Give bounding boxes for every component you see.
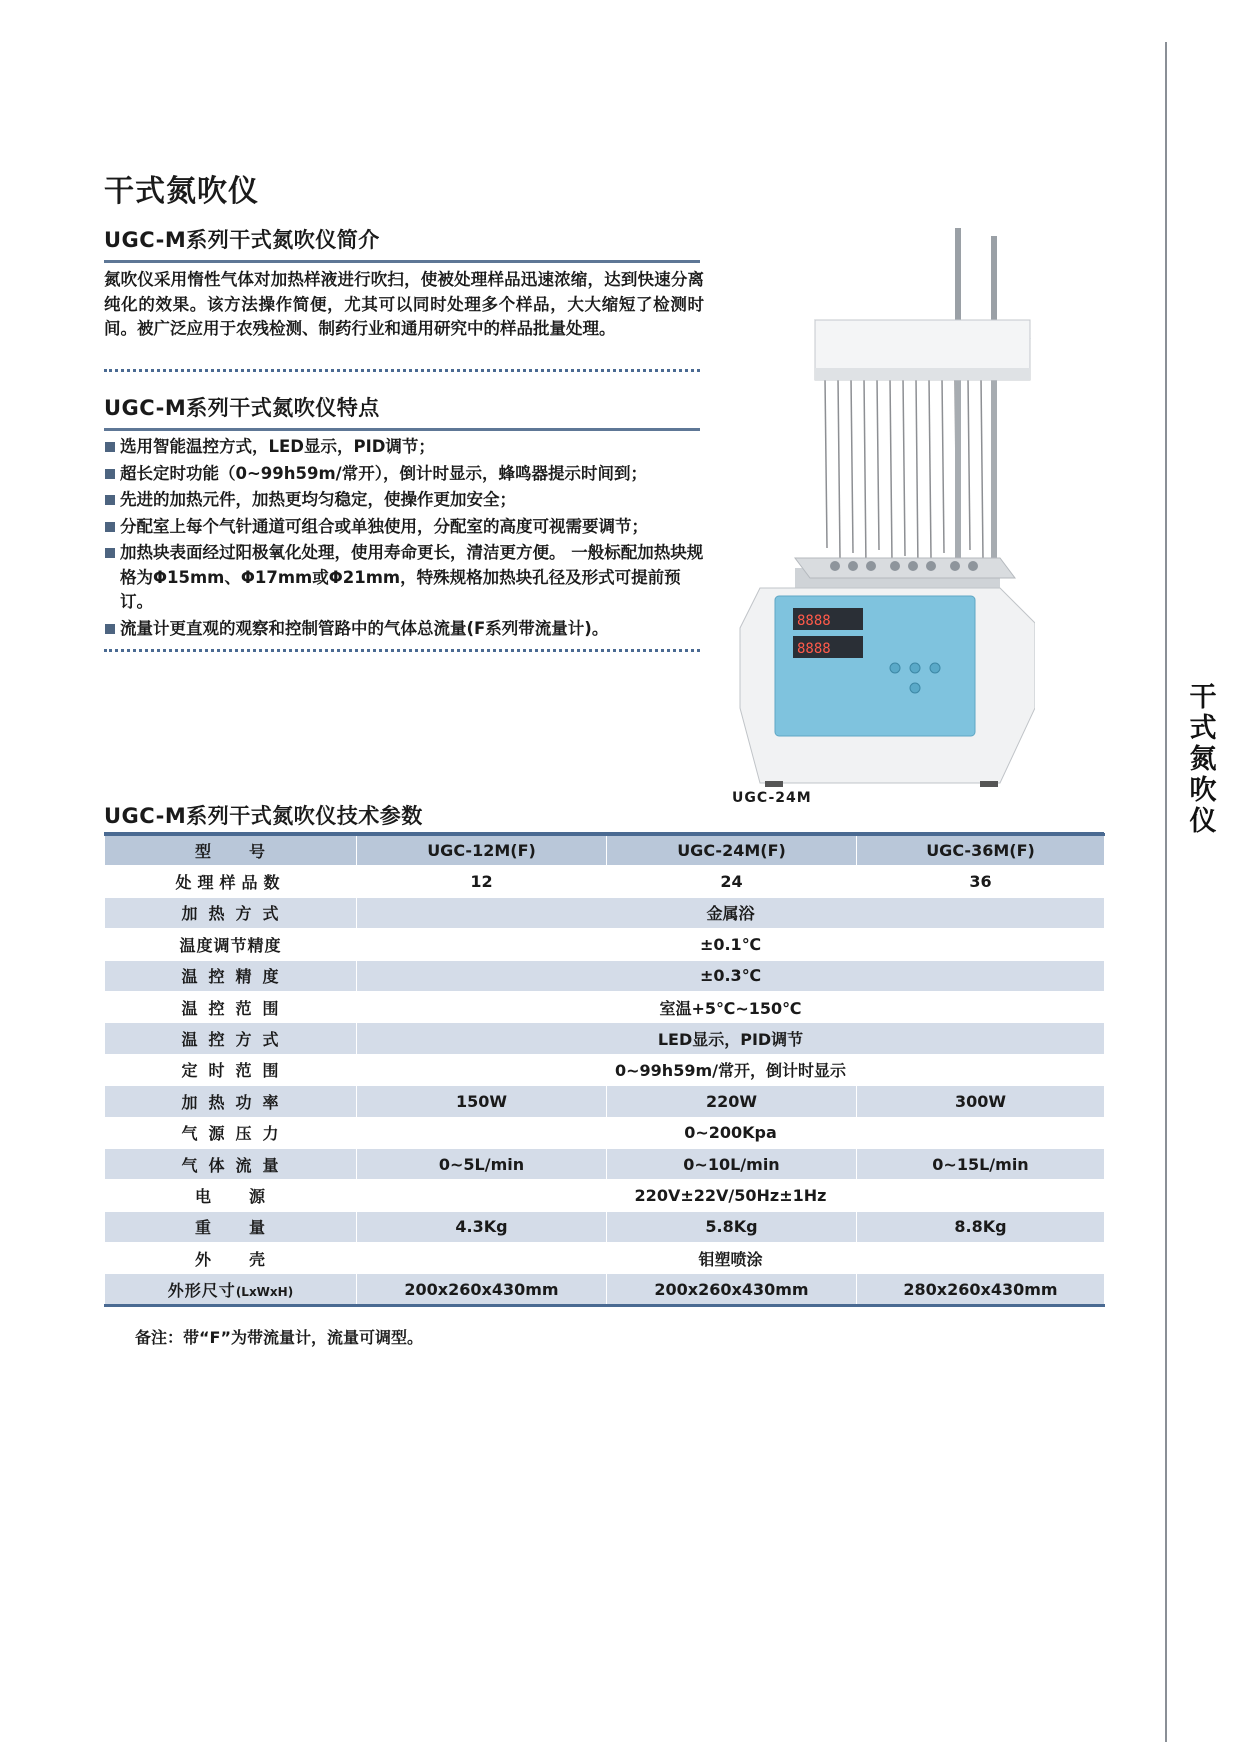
table-cell: 4.3Kg (357, 1211, 607, 1242)
side-tab-char: 干 (1189, 682, 1217, 713)
features-heading: UGC-M系列干式氮吹仪特点 (104, 396, 380, 420)
table-row (105, 991, 1105, 1022)
header-cell: UGC-12M(F) (357, 835, 607, 866)
table-header-row (105, 835, 1105, 866)
row-label: 温度调节精度 (105, 929, 357, 960)
spec-table (104, 833, 1105, 1307)
table-cell: 8.8Kg (857, 1211, 1105, 1242)
row-label: 温控精度 (105, 960, 357, 991)
row-label: 处理样品数 (105, 866, 357, 897)
table-row (105, 929, 1105, 960)
feature-item: 流量计更直观的观察和控制管路中的气体总流量(F系列带流量计)。 (104, 617, 704, 642)
product-image (735, 228, 1035, 803)
feature-item: 超长定时功能（0~99h59m/常开），倒计时显示，蜂鸣器提示时间到； (104, 462, 704, 487)
row-label: 定时范围 (105, 1054, 357, 1085)
row-label (105, 1274, 357, 1305)
row-label: 重 量 (105, 1211, 357, 1242)
side-tab-char: 仪 (1189, 806, 1217, 837)
product-model-label: UGC-24M (732, 790, 812, 806)
support-rod (955, 228, 961, 328)
table-row (105, 1086, 1105, 1117)
row-label: 加热方式 (105, 897, 357, 928)
features-list (104, 435, 704, 643)
row-label-text: 外形尺寸 (167, 1280, 236, 1300)
side-tab-char: 吹 (1189, 775, 1217, 806)
table-cell: 150W (357, 1086, 607, 1117)
table-row (105, 897, 1105, 928)
table-cell: 0~99h59m/常开，倒计时显示 (357, 1054, 1105, 1085)
table-cell: 36 (857, 866, 1105, 897)
table-row (105, 1148, 1105, 1179)
table-cell: ±0.1℃ (357, 929, 1105, 960)
table-cell: 280x260x430mm (857, 1274, 1105, 1305)
table-row (105, 1180, 1105, 1211)
row-label: 气体流量 (105, 1148, 357, 1179)
table-row (105, 960, 1105, 991)
row-label: 温控方式 (105, 1023, 357, 1054)
feature-item: 加热块表面经过阳极氧化处理，使用寿命更长，清洁更方便。 一般标配加热块规格为Φ15mm、Φ17mm或Φ21mm，特殊规格加热块孔径及形式可提前预订。 (104, 541, 704, 615)
side-tab (1183, 682, 1223, 837)
row-label: 电 源 (105, 1180, 357, 1211)
intro-heading-rule (104, 260, 700, 263)
header-cell: 型 号 (105, 835, 357, 866)
table-row (105, 1211, 1105, 1242)
feature-item: 先进的加热元件，加热更均匀稳定，使操作更加安全； (104, 488, 704, 513)
features-heading-rule (104, 428, 700, 431)
svg-text:8888: 8888 (797, 613, 831, 629)
table-cell: 0~200Kpa (357, 1117, 1105, 1148)
row-label: 温控范围 (105, 991, 357, 1022)
table-cell: 220W (607, 1086, 857, 1117)
feature-item: 选用智能温控方式，LED显示，PID调节； (104, 435, 704, 460)
intro-heading: UGC-M系列干式氮吹仪简介 (104, 228, 380, 252)
side-tab-char: 氮 (1189, 744, 1217, 775)
table-row (105, 1274, 1105, 1305)
table-row (105, 1023, 1105, 1054)
right-margin-rule (1165, 42, 1167, 1742)
intro-text: 氮吹仪采用惰性气体对加热样液进行吹扫，使被处理样品迅速浓缩，达到快速分离纯化的效果。该方法操作简便，尤其可以同时处理多个样品，大大缩短了检测时间。被广泛应用于农残检测、制药行业和通用研究中的样品批量处理。 (104, 270, 704, 338)
page-title: 干式氮吹仪 (104, 174, 259, 209)
row-label-unit: (LxWxH) (235, 1284, 294, 1299)
features-heading-block (104, 392, 700, 431)
table-row (105, 866, 1105, 897)
gas-needles (825, 378, 996, 570)
table-cell: 0~10L/min (607, 1148, 857, 1179)
row-label: 加热功率 (105, 1086, 357, 1117)
footnote: 备注：带“F”为带流量计，流量可调型。 (135, 1328, 423, 1347)
table-cell: LED显示，PID调节 (357, 1023, 1105, 1054)
row-label: 外 壳 (105, 1243, 357, 1274)
table-cell: 12 (357, 866, 607, 897)
header-cell: UGC-24M(F) (607, 835, 857, 866)
table-cell: 220V±22V/50Hz±1Hz (357, 1180, 1105, 1211)
table-cell: 钼塑喷涂 (357, 1243, 1105, 1274)
table-bottom-rule (104, 1304, 1104, 1307)
params-heading: UGC-M系列干式氮吹仪技术参数 (104, 804, 423, 828)
feature-item: 分配室上每个气针通道可组合或单独使用，分配室的高度可视需要调节； (104, 515, 704, 540)
side-tab-char: 式 (1189, 713, 1217, 744)
table-cell: 0~5L/min (357, 1148, 607, 1179)
support-rod (991, 236, 997, 328)
svg-text:8888: 8888 (797, 641, 831, 657)
table-cell: 24 (607, 866, 857, 897)
table-cell: 200x260x430mm (607, 1274, 857, 1305)
table-row (105, 1117, 1105, 1148)
table-cell: 0~15L/min (857, 1148, 1105, 1179)
table-cell: 5.8Kg (607, 1211, 857, 1242)
table-cell: 金属浴 (357, 897, 1105, 928)
table-cell: 200x260x430mm (357, 1274, 607, 1305)
table-cell: 室温+5℃~150℃ (357, 991, 1105, 1022)
row-label: 气源压力 (105, 1117, 357, 1148)
dotted-divider (104, 649, 700, 652)
table-cell: ±0.3℃ (357, 960, 1105, 991)
table-cell: 300W (857, 1086, 1105, 1117)
header-cell: UGC-36M(F) (857, 835, 1105, 866)
table-row (105, 1054, 1105, 1085)
intro-heading-block (104, 224, 700, 263)
table-row (105, 1243, 1105, 1274)
dotted-divider (104, 369, 700, 372)
